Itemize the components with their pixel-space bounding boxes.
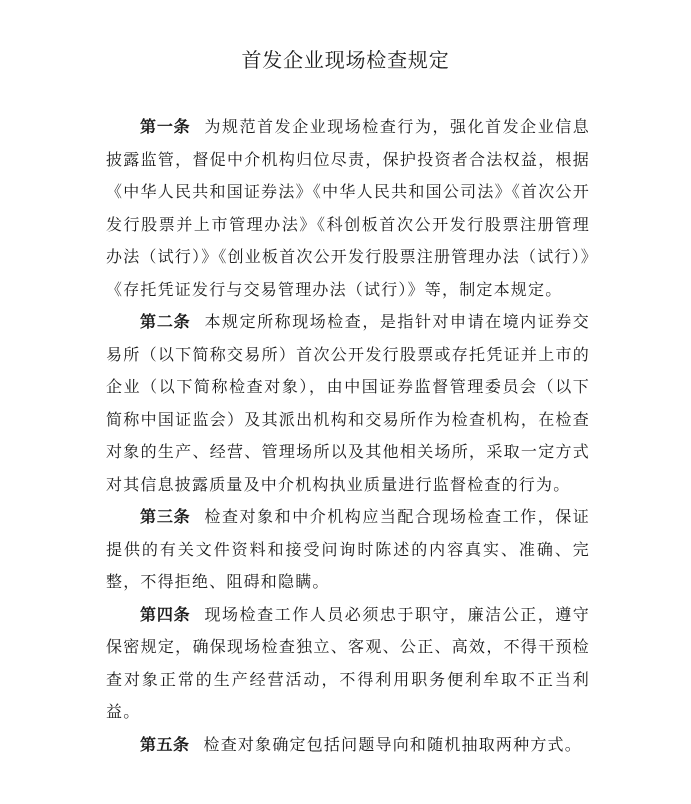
article-text: 现场检查工作人员必须忠于职守，廉洁公正，遵守保密规定，确保现场检查独立、客观、公正、高效，不得干预检查对象正常的生产经营活动，不得利用职务便利牟取不正当利益。 <box>106 604 590 721</box>
article-5 <box>106 729 590 762</box>
article-3 <box>106 501 590 599</box>
article-text: 检查对象和中介机构应当配合现场检查工作，保证提供的有关文件资料和接受问询时陈述的内容真实、准确、完整，不得拒绝、阻碍和隐瞒。 <box>106 507 590 591</box>
article-text: 为规范首发企业现场检查行为，强化首发企业信息披露监管，督促中介机构归位尽责，保护投资者合法权益，根据《中华人民共和国证券法》《中华人民共和国公司法》《首次公开发行股票并上市管理办法》《科创板首次公开发行股票注册管理办法（试行）》《创业板首次公开发行股票注册管理办法（试行）》《存托凭证发行与交易管理办法（试行）》等，制定本规定。 <box>106 117 591 299</box>
article-4 <box>106 599 590 729</box>
article-text: 本规定所称现场检查，是指针对申请在境内证券交易所（以下简称交易所）首次公开发行股票或存托凭证并上市的企业（以下简称检查对象），由中国证券监督管理委员会（以下简称中国证监会）及其派出机构和交易所作为检查机构，在检查对象的生产、经营、管理场所以及其他相关场所，采取一定方式对其信息披露质量及中介机构执业质量进行监督检查的行为。 <box>106 312 590 494</box>
article-number: 第四条 <box>140 604 191 624</box>
document-body <box>106 111 590 761</box>
article-number: 第二条 <box>140 312 191 331</box>
article-number: 第五条 <box>140 734 190 754</box>
article-1 <box>106 111 590 306</box>
document-title: 首发企业现场检查规定 <box>241 48 450 72</box>
article-number: 第三条 <box>140 507 191 526</box>
article-2 <box>106 306 590 501</box>
article-text: 检查对象确定包括问题导向和随机抽取两种方式。 <box>203 734 582 754</box>
article-number: 第一条 <box>140 117 191 136</box>
